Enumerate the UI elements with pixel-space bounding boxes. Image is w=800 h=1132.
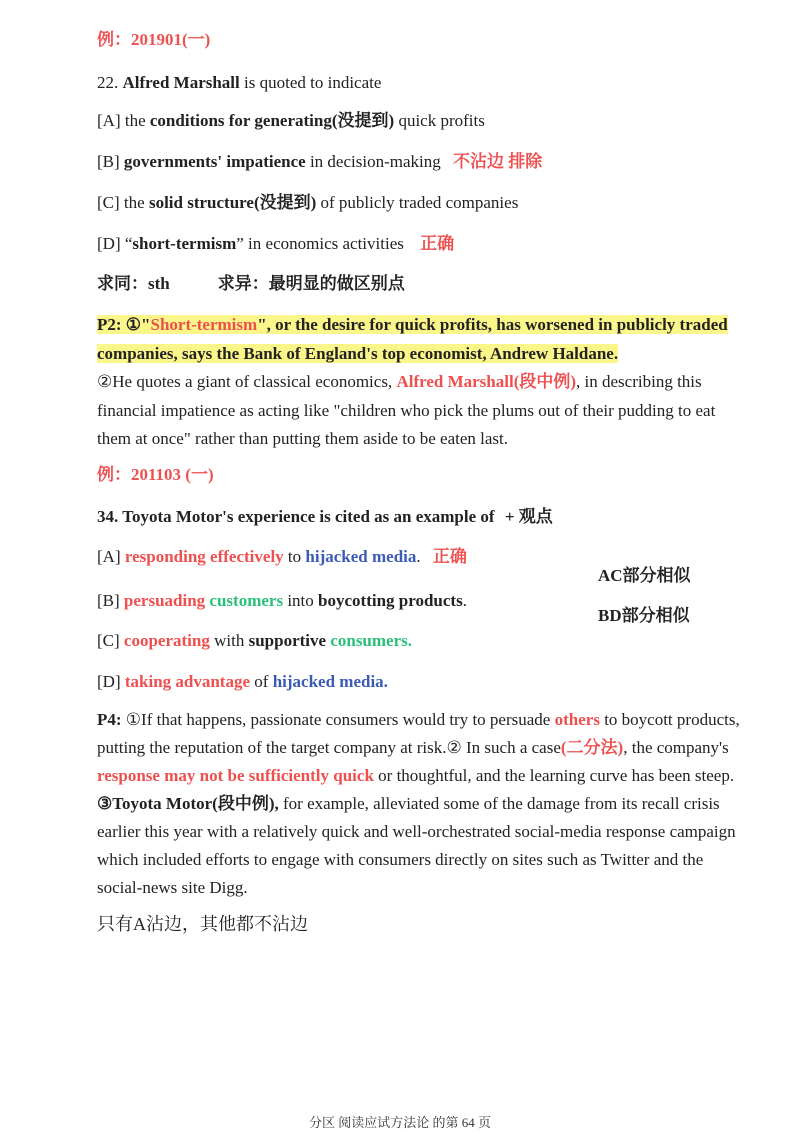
option-b-2: [B] persuading customers into boycotting products. bbox=[97, 591, 467, 610]
option-a: [A] the conditions for generating(没提到) quick profits bbox=[97, 111, 485, 130]
annotation-not-relevant: 不沾边 排除 bbox=[452, 152, 543, 171]
seek-same-different: 求同：sth 求异：最明显的做区别点 bbox=[97, 274, 405, 293]
question-22: 22. Alfred Marshall is quoted to indicate bbox=[97, 73, 382, 92]
note-ac-similar: AC部分相似 bbox=[598, 566, 691, 585]
note-bd-similar: BD部分相似 bbox=[598, 606, 690, 625]
passage-p4: P4: ①If that happens, passionate consumers would try to persuade others to boycott products, putting the reputation of the target company at risk.② In such a case(二分法), the company's response may not be sufficiently quick or thoughtful, and the learning curve has been steep. ③Toyota Motor(段中例), for example, alleviated some of the damage from its recall crisis earlier this year with a relatively quick and well-orchestrated social-media response campaign which included efforts to engage with consumers directly on sites such as Twitter and the social-news site Digg. bbox=[97, 710, 740, 897]
option-d-2: [D] taking advantage of hijacked media. bbox=[97, 672, 388, 691]
example-label-201901: 例：201901(一) bbox=[97, 30, 211, 49]
annotation-correct-2: 正确 bbox=[432, 547, 467, 566]
annotation-correct: 正确 bbox=[420, 234, 455, 253]
passage-p2: P2: ①"Short-termism", or the desire for quick profits, has worsened in publicly traded companies, says the Bank of England's top economist, Andrew Haldane. ②He quotes a giant of classical economics, Alfred Marshall(段中例), in describing this financial impatience as acting like "children who pick the plums out of their pudding to eat them at once" rather than putting them aside to be eaten last. bbox=[97, 315, 728, 448]
question-34: 34. Toyota Motor's experience is cited as an example of + 观点 bbox=[97, 507, 553, 526]
page-footer: 分区 阅读应试方法论 的第 64 页 bbox=[308, 1115, 491, 1130]
conclusion: 只有A沾边，其他都不沾边 bbox=[97, 914, 308, 934]
option-a-2: [A] responding effectively to hijacked media. 正确 bbox=[97, 547, 467, 566]
option-b: [B] governments' impatience in decision-making 不沾边 排除 bbox=[97, 152, 543, 171]
example-label-201103: 例：201103 (一) bbox=[97, 465, 214, 484]
option-c-2: [C] cooperating with supportive consumers. bbox=[97, 631, 413, 650]
option-c: [C] the solid structure(没提到) of publicly traded companies bbox=[97, 193, 519, 212]
option-d: [D] “short-termism” in economics activities 正确 bbox=[97, 234, 455, 253]
